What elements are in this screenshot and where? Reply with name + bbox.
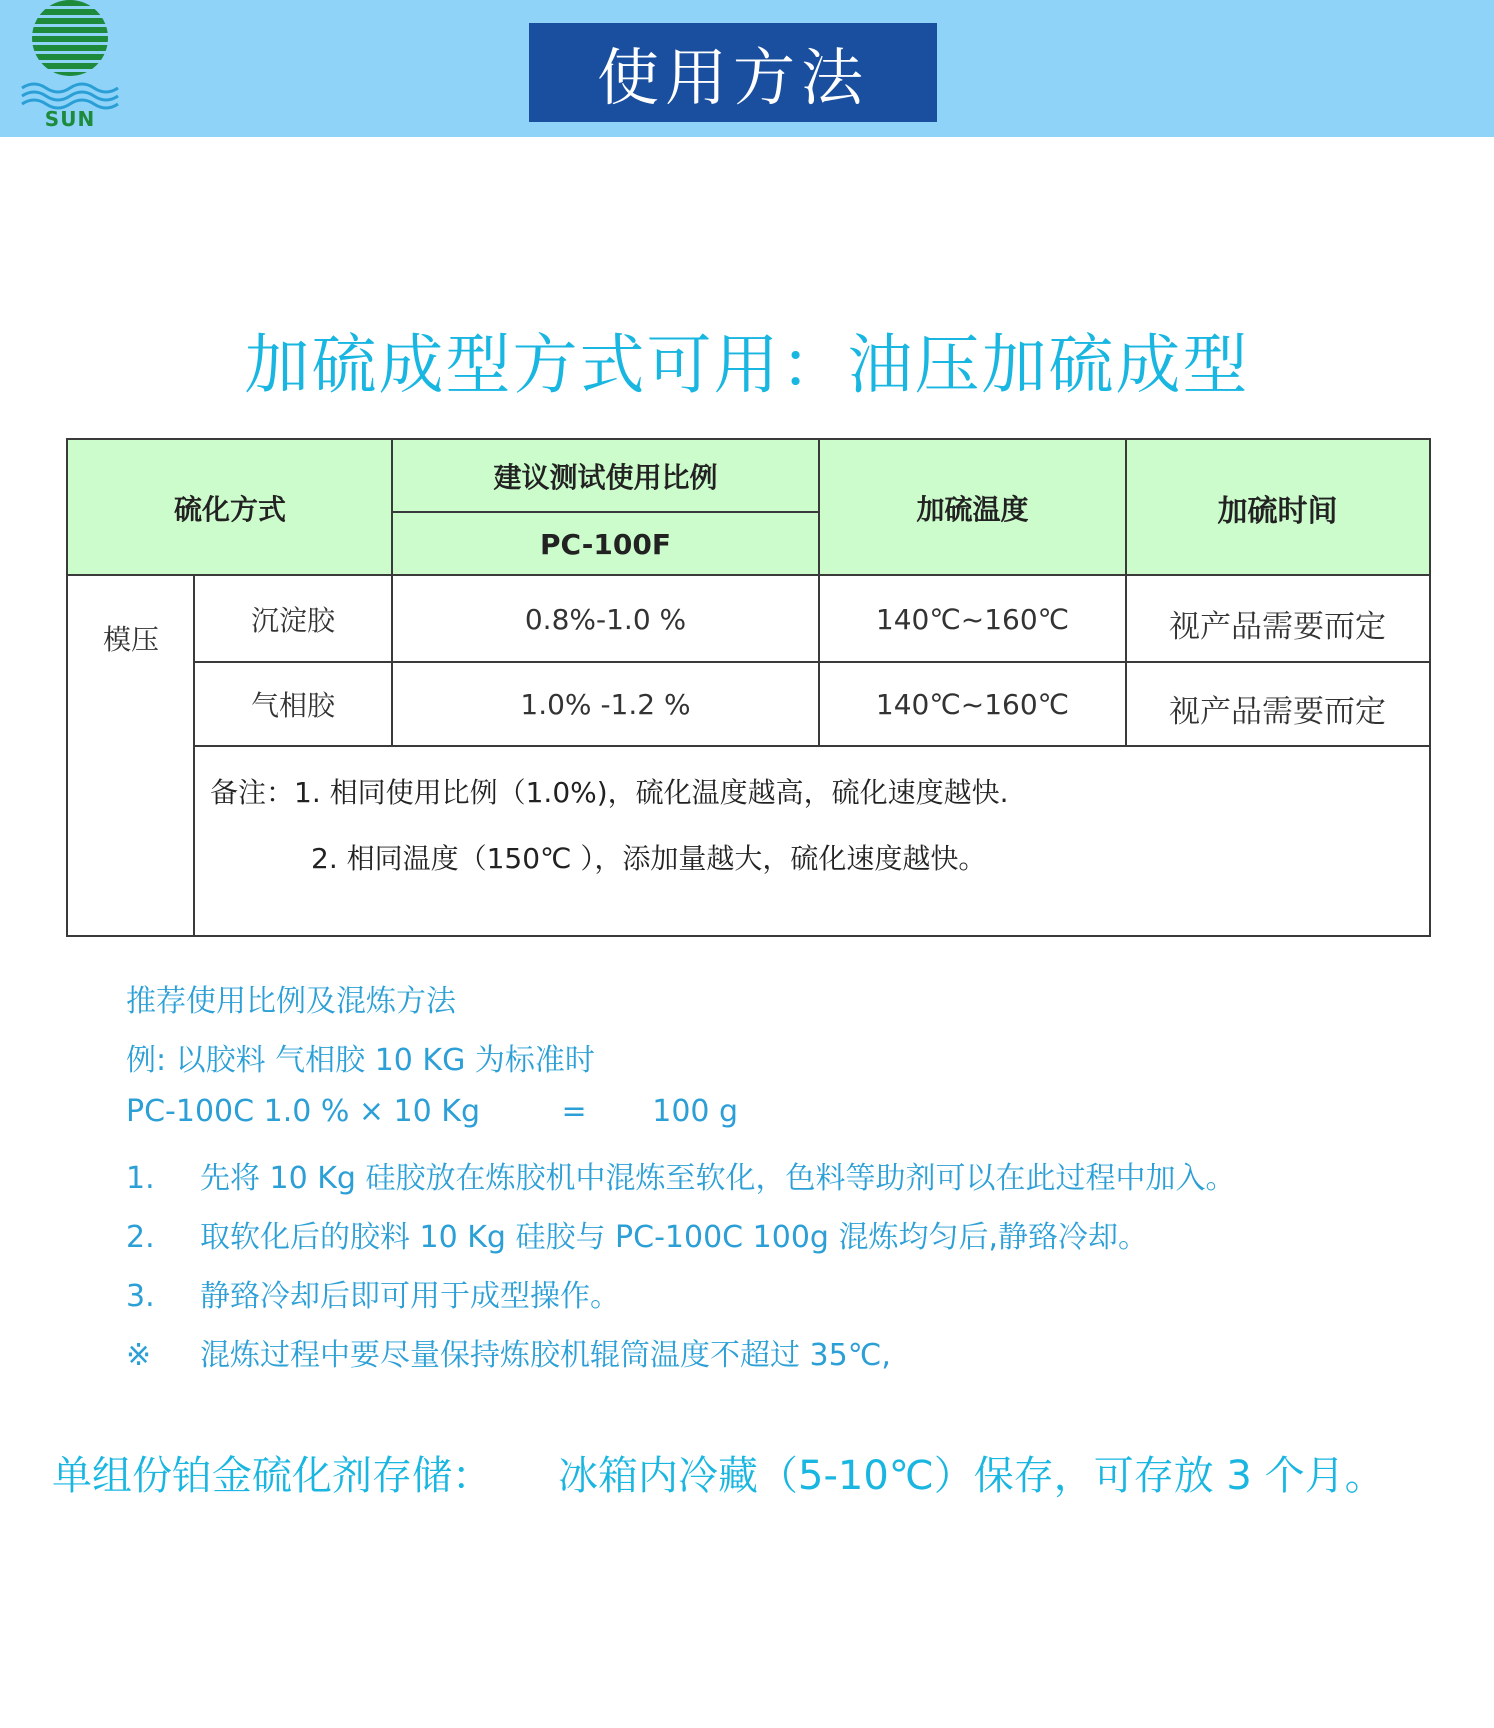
step-text: 取软化后的胶料 10 Kg 硅胶与 PC-100C 100g 混炼均匀后,静臵冷却。 xyxy=(200,1220,1149,1255)
header-method: 硫化方式 xyxy=(68,440,392,576)
page-title: 使用方法 xyxy=(596,41,869,114)
sun-logo xyxy=(18,0,122,134)
row2-temp: 140℃~160℃ xyxy=(875,687,1070,721)
grid-line xyxy=(194,745,1429,747)
recommend-example: 例: 以胶料 气相胶 10 KG 为标准时 xyxy=(126,1043,595,1078)
step-text: 静臵冷却后即可用于成型操作。 xyxy=(200,1279,620,1314)
note-line-2: 2. 相同温度（150℃ ），添加量越大，硫化速度越快。 xyxy=(311,842,987,875)
row1-type: 沉淀胶 xyxy=(250,604,335,637)
step-number: 1. xyxy=(126,1161,155,1196)
grid-line xyxy=(818,440,820,746)
formula-equals: = xyxy=(561,1094,587,1129)
header-time: 加硫时间 xyxy=(1126,440,1429,576)
step-text: 先将 10 Kg 硅胶放在炼胶机中混炼至软化，色料等助剂可以在此过程中加入。 xyxy=(200,1161,1236,1196)
recommend-title: 推荐使用比例及混炼方法 xyxy=(126,984,456,1019)
header-ratio: 建议测试使用比例 xyxy=(392,440,819,512)
grid-line xyxy=(194,661,1429,663)
vulcanization-table xyxy=(66,438,1431,937)
top-bar xyxy=(0,0,1494,137)
step-item xyxy=(126,1271,620,1315)
row2-time: 视产品需要而定 xyxy=(1169,693,1386,730)
step-text: 混炼过程中要尽量保持炼胶机辊筒温度不超过 35℃, xyxy=(200,1338,891,1373)
grid-line xyxy=(68,574,1429,576)
grid-line xyxy=(391,440,393,746)
step-item xyxy=(126,1330,891,1374)
step-number: ※ xyxy=(126,1338,152,1373)
formula-left: PC-100C 1.0 % × 10 Kg xyxy=(126,1094,480,1129)
row1-temp: 140℃~160℃ xyxy=(875,602,1070,636)
row2-type: 气相胶 xyxy=(250,689,335,722)
grid-line xyxy=(193,574,195,935)
headline: 加硫成型方式可用：油压加硫成型 xyxy=(244,328,1250,403)
step-number: 2. xyxy=(126,1220,155,1255)
grid-line xyxy=(1125,440,1127,746)
step-item xyxy=(126,1212,1148,1256)
logo-text: SUN xyxy=(44,107,96,131)
storage-label: 单组份铂金硫化剂存储： xyxy=(52,1453,492,1499)
page-title-box xyxy=(529,23,937,122)
row2-ratio: 1.0% -1.2 % xyxy=(520,687,691,721)
step-item xyxy=(126,1153,1236,1197)
storage-value: 冰箱内冷藏（5-10℃）保存，可存放 3 个月。 xyxy=(558,1453,1385,1499)
grid-line xyxy=(392,511,819,513)
recommend-formula xyxy=(126,1094,738,1129)
header-temp: 加硫温度 xyxy=(819,440,1126,576)
step-number: 3. xyxy=(126,1279,155,1314)
storage-info xyxy=(52,1444,1385,1501)
group-label: 模压 xyxy=(102,623,159,656)
formula-right: 100 g xyxy=(652,1094,739,1129)
note-line-1: 备注：1. 相同使用比例（1.0%)，硫化温度越高，硫化速度越快. xyxy=(210,776,1009,809)
row1-ratio: 0.8%-1.0 % xyxy=(524,602,687,636)
row1-time: 视产品需要而定 xyxy=(1169,608,1386,645)
header-product: PC-100F xyxy=(392,512,819,576)
